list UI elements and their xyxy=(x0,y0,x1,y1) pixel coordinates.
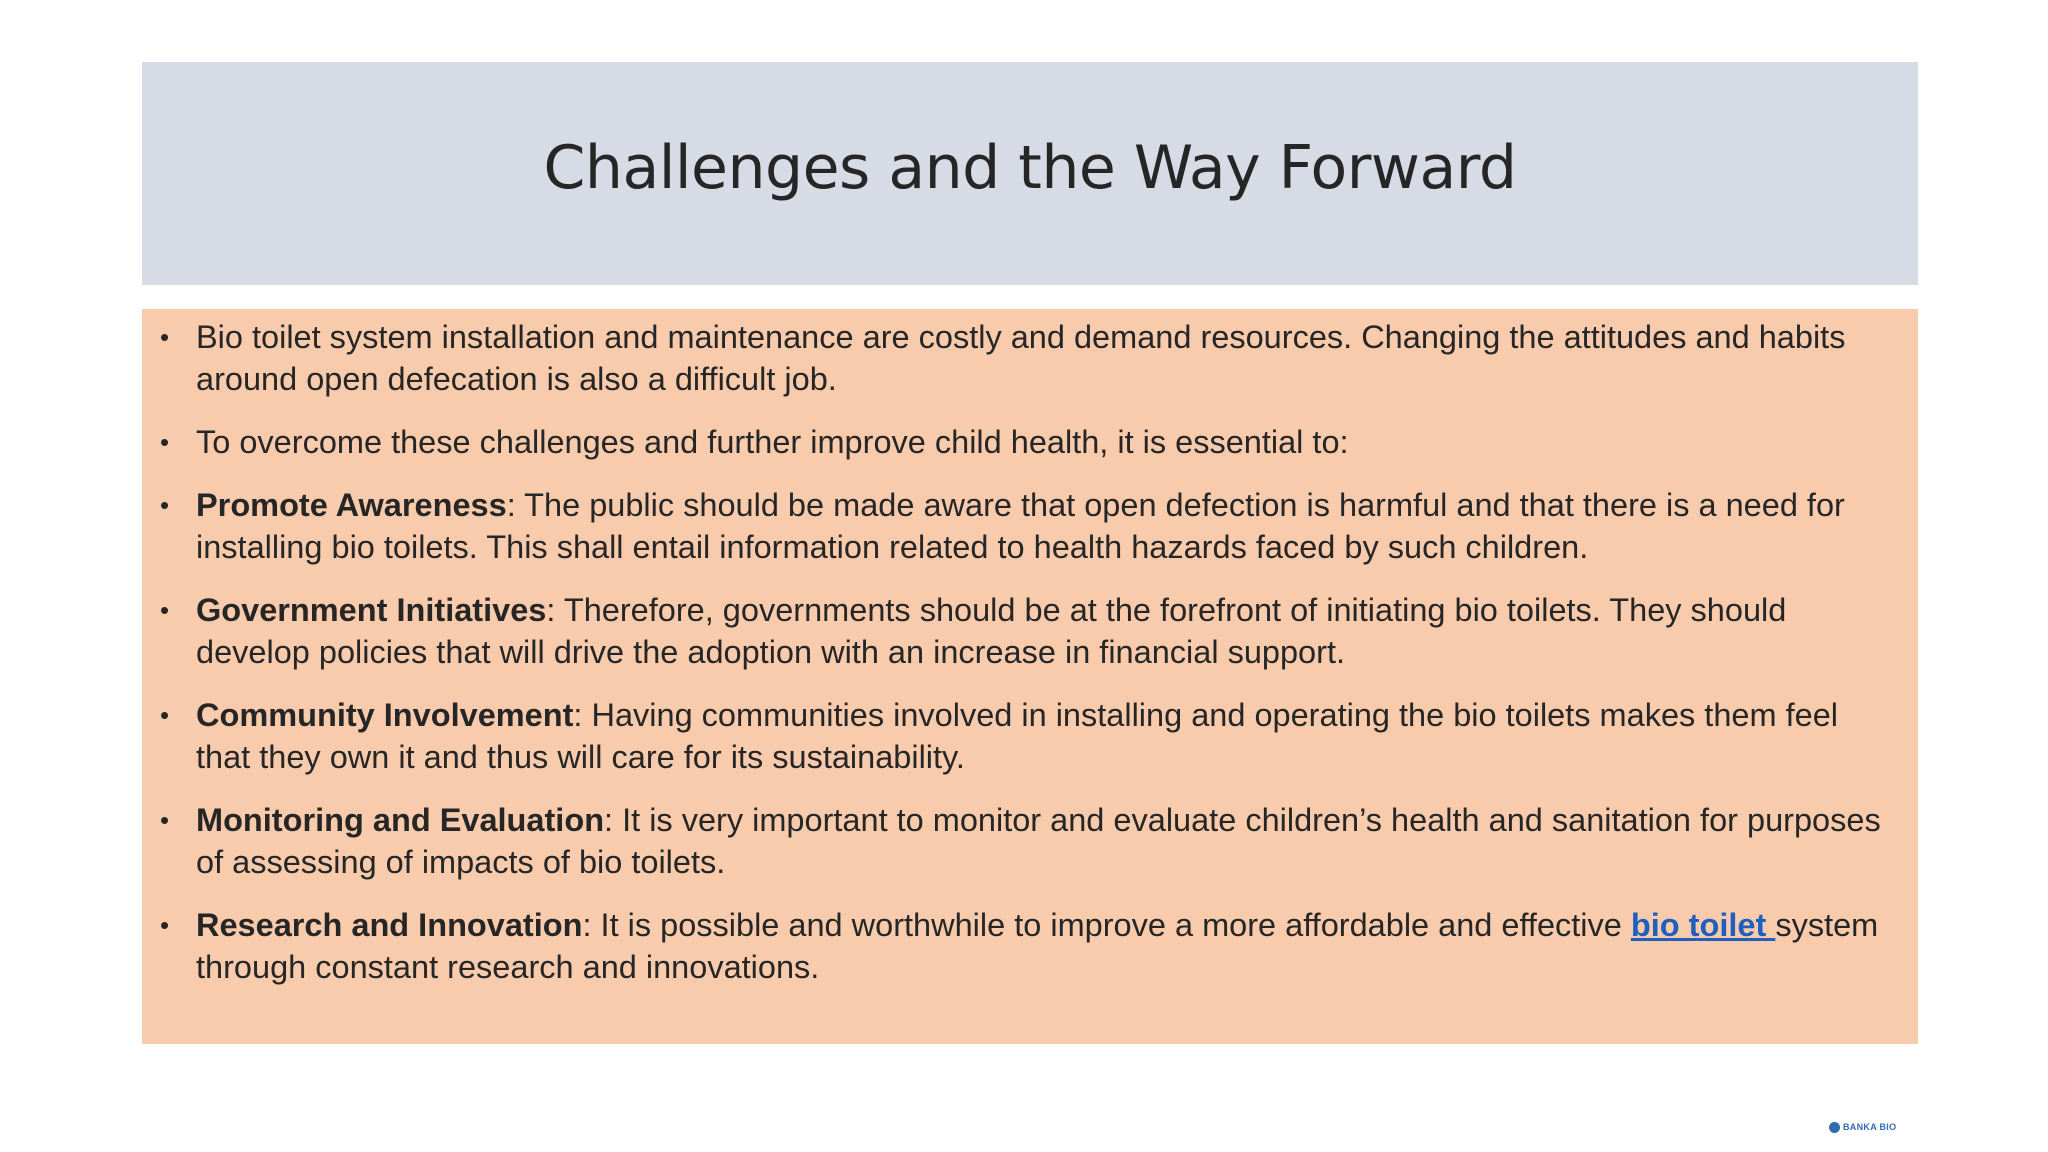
bullet-dot-icon: • xyxy=(160,427,170,457)
bullet-item xyxy=(160,904,1888,988)
bullet-dot-icon: • xyxy=(160,700,170,730)
bullet-heading: Research and Innovation xyxy=(196,907,583,943)
bullet-dot-icon: • xyxy=(160,910,170,940)
bullet-item xyxy=(160,316,1888,400)
slide-title: Challenges and the Way Forward xyxy=(543,132,1517,203)
bullet-text: To overcome these challenges and further improve child health, it is essential to: xyxy=(196,424,1349,460)
bullet-heading: Monitoring and Evaluation xyxy=(196,802,605,838)
bullet-dot-icon: • xyxy=(160,490,170,520)
bullet-item xyxy=(160,589,1888,673)
bullet-text: : Therefore, governments should be at the forefront of initiating bio toilets. They should develop policies that will drive the adoption with an increase in financial support. xyxy=(196,592,1787,670)
bullet-heading: Community Involvement xyxy=(196,697,574,733)
title-band xyxy=(142,62,1918,285)
bullet-text: : It is possible and worthwhile to improve a more affordable and effective xyxy=(582,907,1631,943)
bullet-text: system through constant research and innovations. xyxy=(196,907,1879,985)
bullet-dot-icon: • xyxy=(160,322,170,352)
bullet-item xyxy=(160,421,1888,463)
bullet-heading: Promote Awareness xyxy=(196,487,507,523)
bullet-dot-icon: • xyxy=(160,595,170,625)
bullet-text: : The public should be made aware that open defection is harmful and that there is a need for installing bio toilets. This shall entail information related to health hazards faced by such children. xyxy=(196,487,1845,565)
bullet-item xyxy=(160,484,1888,568)
bio-toilet-link[interactable]: bio toilet xyxy=(1630,907,1776,943)
bullet-heading: Government Initiatives xyxy=(196,592,547,628)
bullet-text: Bio toilet system installation and maintenance are costly and demand resources. Changing the attitudes and habits around open defecation is also a difficult job. xyxy=(196,319,1846,397)
bullet-text: : Having communities involved in installing and operating the bio toilets makes them feel that they own it and thus will care for its sustainability. xyxy=(196,697,1838,775)
bullet-dot-icon: • xyxy=(160,805,170,835)
bullet-item xyxy=(160,799,1888,883)
logo-text: BANKA BIO xyxy=(1843,1122,1897,1132)
logo-mark-icon xyxy=(1829,1122,1840,1133)
bullet-item xyxy=(160,694,1888,778)
bullet-text: : It is very important to monitor and evaluate children’s health and sanitation for purposes of assessing of impacts of bio toilets. xyxy=(196,802,1881,880)
bullet-list xyxy=(160,316,1888,988)
content-box xyxy=(142,309,1918,1044)
brand-logo xyxy=(1829,1119,1915,1135)
